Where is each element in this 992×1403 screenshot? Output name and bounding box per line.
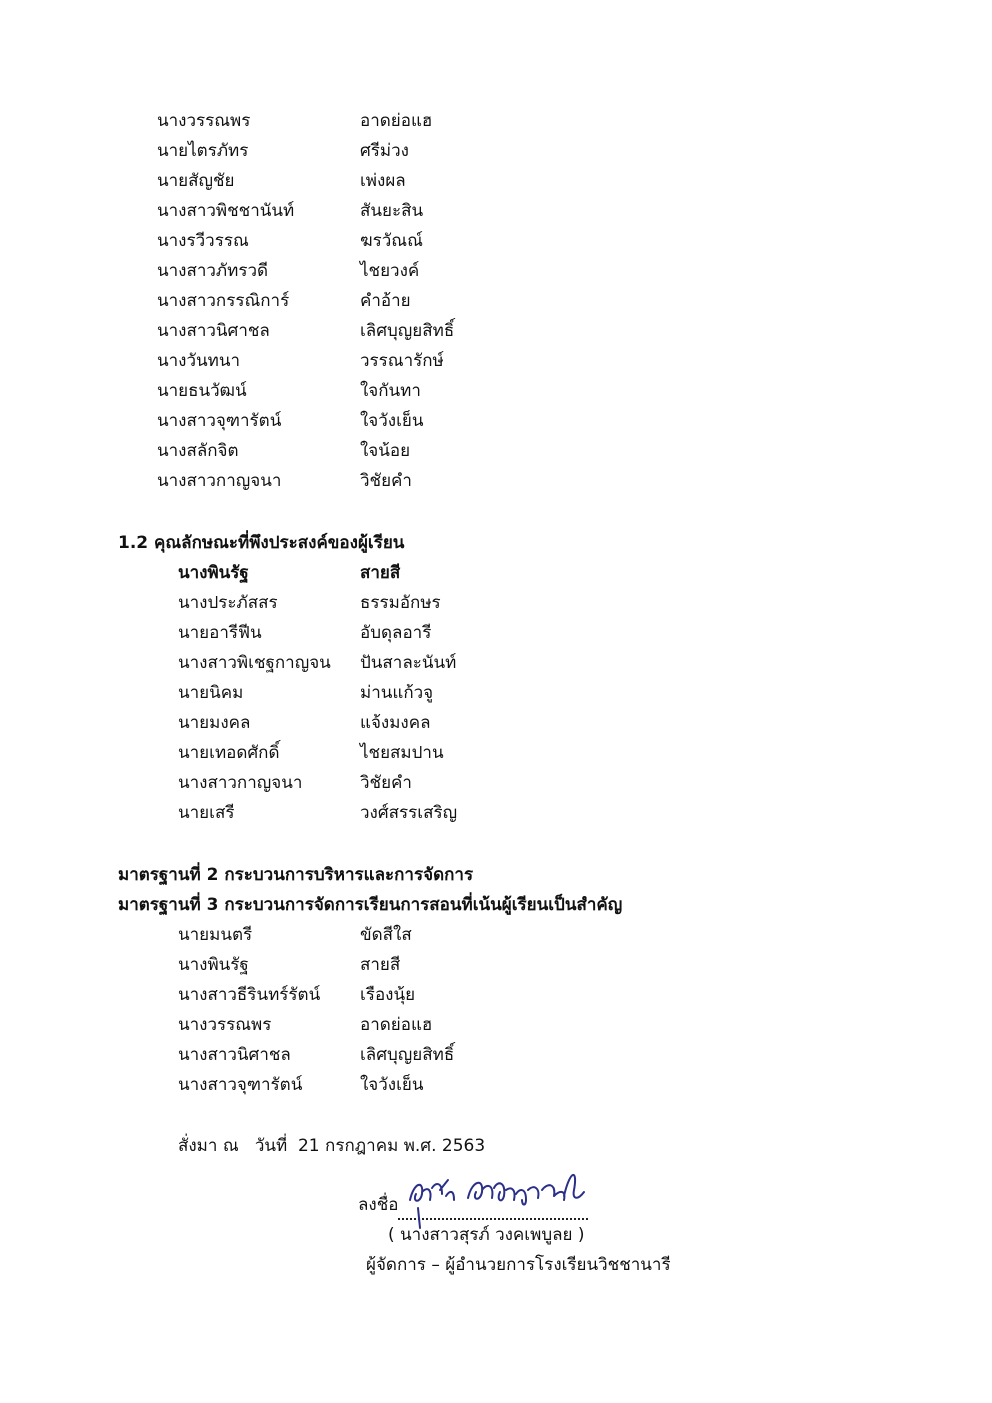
last-name: ปันสาละนันท์ bbox=[360, 653, 457, 673]
first-name: นางสาวกาญจนา bbox=[178, 773, 303, 793]
last-name: ธรรมอักษร bbox=[360, 593, 441, 613]
last-name: อาดย่อแฮ bbox=[360, 1015, 433, 1035]
last-name: ฆรวัณณ์ bbox=[360, 231, 423, 251]
last-name: อาดย่อแฮ bbox=[360, 111, 433, 131]
last-name: วิชัยคำ bbox=[360, 773, 412, 793]
last-name: ใจวังเย็น bbox=[360, 411, 424, 431]
first-name: นางพินรัฐ bbox=[178, 955, 249, 975]
last-name: ไชยสมปาน bbox=[360, 743, 444, 763]
first-name: นายอารีฟีน bbox=[178, 623, 262, 643]
first-name: นางสาวธีรินทร์รัตน์ bbox=[178, 985, 321, 1005]
first-name: นางวันทนา bbox=[157, 351, 241, 371]
last-name: เรืองนุ้ย bbox=[360, 985, 416, 1005]
last-name: เพ่งผล bbox=[360, 171, 406, 191]
last-name: คำอ้าย bbox=[360, 291, 411, 311]
last-name: ใจน้อย bbox=[360, 441, 411, 461]
standard-3-heading: มาตรฐานที่ 3 กระบวนการจัดการเรียนการสอนที่เน้นผู้เรียนเป็นสำคัญ bbox=[118, 895, 623, 915]
first-name: นางวรรณพร bbox=[178, 1015, 272, 1035]
last-name: ใจวังเย็น bbox=[360, 1075, 424, 1095]
last-name: อับดุลอารี bbox=[360, 623, 432, 643]
first-name: นายไตรภัทร bbox=[157, 141, 249, 161]
first-name: นายเสรี bbox=[178, 803, 235, 823]
order-date: สั่งมา ณ วันที่ 21 กรกฎาคม พ.ศ. 2563 bbox=[178, 1136, 486, 1156]
first-name: นางวรรณพร bbox=[157, 111, 251, 131]
first-name: นายมนตรี bbox=[178, 925, 253, 945]
first-name: นางสาวนิศาชล bbox=[157, 321, 270, 341]
last-name: ขัดสีใส bbox=[360, 925, 412, 945]
signatory-position: ผู้จัดการ – ผู้อำนวยการโรงเรียนวิชชานารี bbox=[366, 1255, 671, 1275]
last-name: ไชยวงค์ bbox=[360, 261, 420, 281]
standard-2-heading: มาตรฐานที่ 2 กระบวนการบริหารและการจัดการ bbox=[118, 865, 474, 885]
first-name: นายเทอดศักดิ์ bbox=[178, 743, 280, 763]
last-name: สายสี bbox=[360, 563, 401, 583]
first-name: นางสาวจุฑารัตน์ bbox=[178, 1075, 303, 1095]
first-name: นางพินรัฐ bbox=[178, 563, 249, 583]
last-name: เลิศบุญยสิทธิ์ bbox=[360, 321, 455, 341]
last-name: วรรณารักษ์ bbox=[360, 351, 444, 371]
last-name: วงศ์สรรเสริญ bbox=[360, 803, 458, 823]
first-name: นางรวีวรรณ bbox=[157, 231, 249, 251]
last-name: เลิศบุญยสิทธิ์ bbox=[360, 1045, 455, 1065]
first-name: นางประภัสสร bbox=[178, 593, 278, 613]
last-name: วิชัยคำ bbox=[360, 471, 412, 491]
first-name: นางสาวพิเชฐกาญจน bbox=[178, 653, 331, 673]
last-name: ใจกันทา bbox=[360, 381, 421, 401]
first-name: นางสาวพิชชานันท์ bbox=[157, 201, 295, 221]
first-name: นางสาวภัทรวดี bbox=[157, 261, 269, 281]
first-name: นายสัญชัย bbox=[157, 171, 235, 191]
last-name: สันยะสิน bbox=[360, 201, 424, 221]
last-name: สายสี bbox=[360, 955, 401, 975]
first-name: นางสาวกาญจนา bbox=[157, 471, 282, 491]
last-name: ม่านแก้วจู bbox=[360, 683, 434, 703]
last-name: ศรีม่วง bbox=[360, 141, 409, 161]
first-name: นางสาวกรรณิการ์ bbox=[157, 291, 290, 311]
last-name: แจ้งมงคล bbox=[360, 713, 431, 733]
first-name: นายมงคล bbox=[178, 713, 251, 733]
first-name: นายธนวัฒน์ bbox=[157, 381, 247, 401]
first-name: นางสาวจุฑารัตน์ bbox=[157, 411, 282, 431]
signature-label: ลงชื่อ bbox=[358, 1195, 399, 1215]
section-heading-1-2: 1.2 คุณลักษณะที่พึงประสงค์ของผู้เรียน bbox=[118, 533, 405, 553]
signatory-name: ( นางสาวสุรภ์ วงคเพบูลย ) bbox=[388, 1225, 585, 1245]
first-name: นายนิคม bbox=[178, 683, 244, 703]
first-name: นางสาวนิศาชล bbox=[178, 1045, 291, 1065]
first-name: นางสลักจิต bbox=[157, 441, 239, 461]
